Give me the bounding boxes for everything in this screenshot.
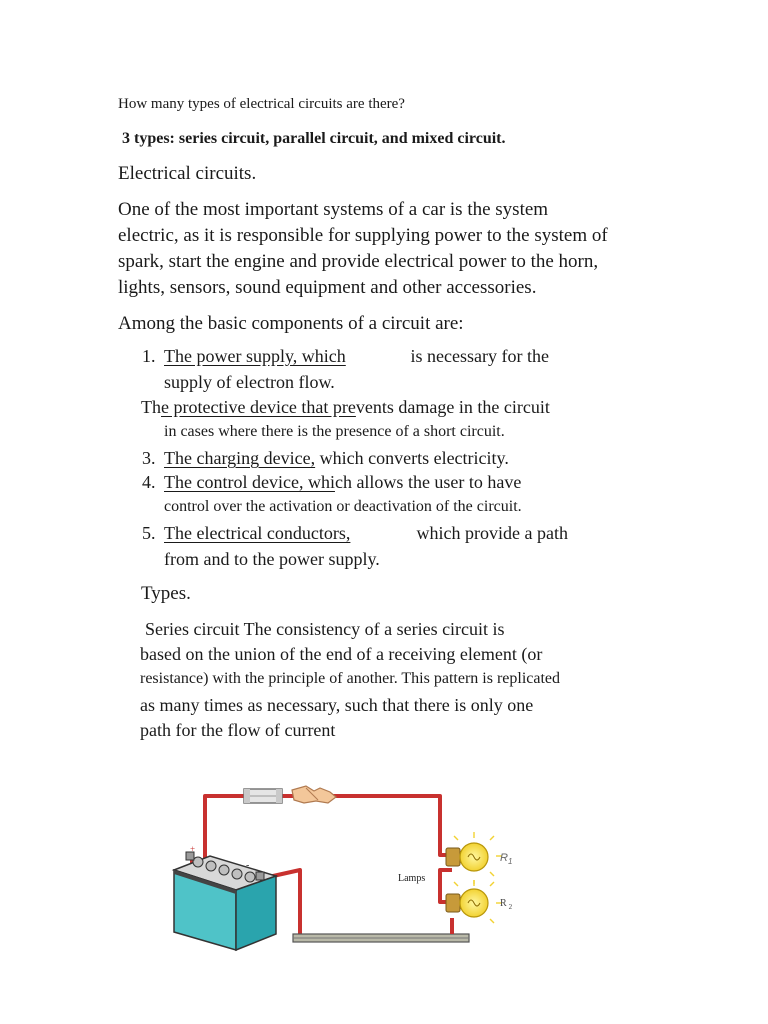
- r2-letter: R: [500, 898, 507, 909]
- r1-subscript: 1: [507, 857, 513, 866]
- list-item-1-cont: supply of electron flow.: [164, 372, 335, 392]
- list-item-5-cont: from and to the power supply.: [164, 549, 380, 569]
- question-text: How many types of electrical circuits are there?: [118, 96, 405, 112]
- list-item-5-term: The electrical conductors,: [164, 523, 351, 543]
- list-number-4: 4.: [142, 472, 156, 492]
- list-number-3: 3.: [142, 448, 156, 468]
- series-line-5: path for the flow of current: [140, 720, 336, 740]
- list-item-1-rest: is necessary for the: [410, 346, 549, 366]
- list-item-5-rest: which provide a path: [416, 523, 568, 543]
- series-line-1: Series circuit The consistency of a series circuit is: [145, 619, 505, 639]
- intro-line-1: One of the most important systems of a car is the system: [118, 199, 549, 220]
- list-number-1: 1.: [142, 346, 156, 366]
- r1-label: [500, 852, 512, 866]
- plus-label: +: [190, 844, 196, 854]
- list-item-3-rest: which converts electricity.: [319, 448, 509, 468]
- fuse-icon: [244, 789, 282, 803]
- series-line-4: as many times as necessary, such that there is only one: [140, 695, 534, 715]
- list-item-2-rest: vents damage in the circuit: [355, 397, 550, 417]
- r2-label: [500, 898, 513, 911]
- list-item-3-term: The charging device,: [164, 448, 316, 468]
- r2-subscript: 2: [508, 903, 513, 911]
- components-heading: Among the basic components of a circuit are:: [118, 313, 464, 334]
- list-number-5: 5.: [142, 523, 156, 543]
- battery-icon: [174, 852, 276, 950]
- series-line-3: resistance) with the principle of another. This pattern is replicated: [140, 670, 561, 687]
- list-item-2-pre: Th: [141, 397, 161, 417]
- list-item-4-cont: control over the activation or deactivation of the circuit.: [164, 498, 522, 515]
- lamps-label: Lamps: [398, 873, 426, 884]
- list-item-2-cont: in cases where there is the presence of a short circuit.: [164, 423, 505, 440]
- lamp-1-icon: [446, 832, 502, 886]
- list-item-1-term: The power supply, which: [164, 346, 346, 366]
- series-line-2: based on the union of the end of a receiving element (or: [140, 644, 543, 664]
- switch-icon: [292, 786, 336, 803]
- ground-rail: [293, 934, 469, 942]
- answer-text: 3 types: series circuit, parallel circuit, and mixed circuit.: [122, 130, 506, 147]
- intro-line-3: spark, start the engine and provide electrical power to the horn,: [118, 251, 599, 272]
- list-item-4-rest: ch allows the user to have: [334, 472, 522, 492]
- section-title: Electrical circuits.: [118, 163, 257, 184]
- lamp-2-icon: [446, 880, 502, 923]
- types-heading: Types.: [141, 583, 191, 604]
- list-item-4-term: The control device, whi: [164, 472, 335, 492]
- list-item-2-term: e protective device that pre: [161, 397, 356, 417]
- intro-line-4: lights, sensors, sound equipment and other accessories.: [118, 277, 537, 298]
- r1-letter: R: [500, 852, 508, 864]
- intro-line-2: electric, as it is responsible for supplying power to the system of: [118, 225, 608, 246]
- minus-label: -: [246, 860, 250, 871]
